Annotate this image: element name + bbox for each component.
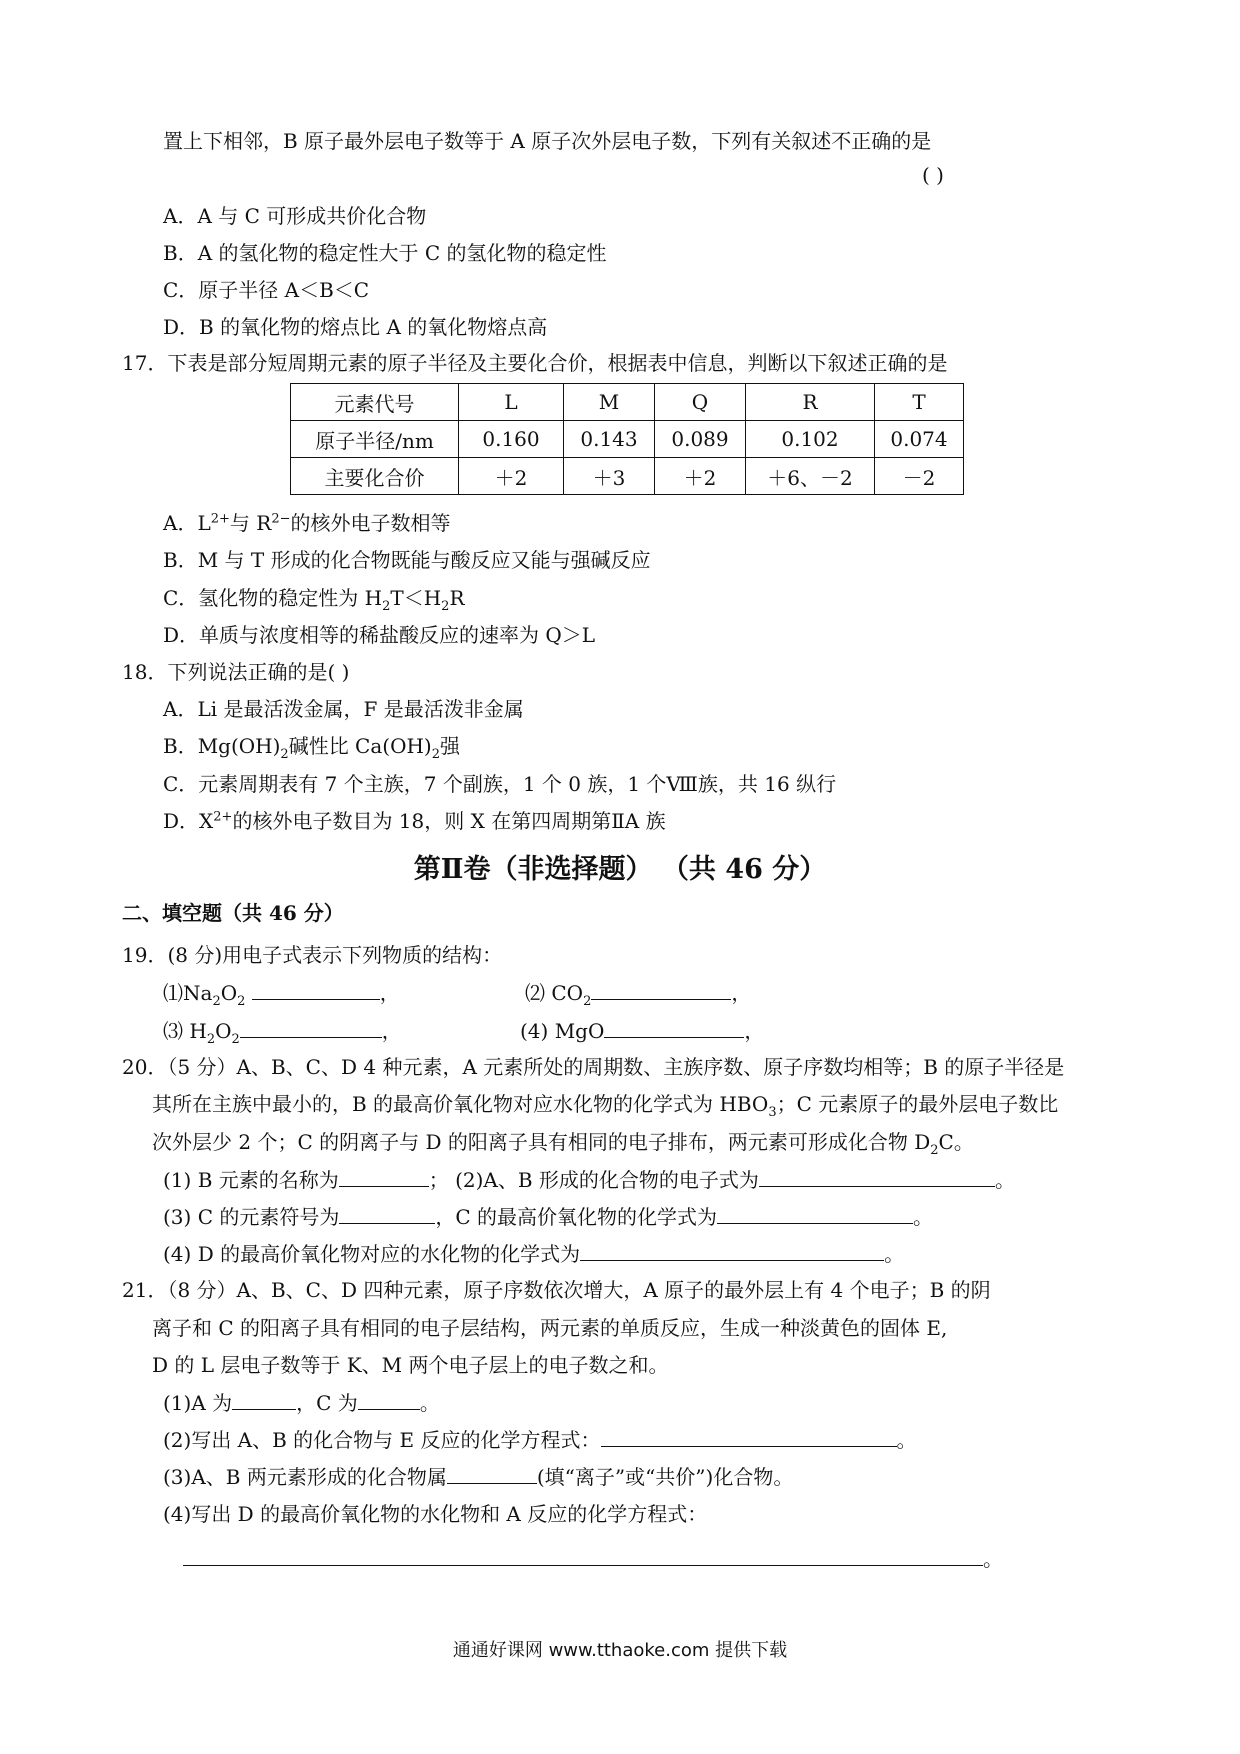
table-cell: ＋2 <box>655 458 746 495</box>
answer-blank[interactable] <box>759 1164 995 1187</box>
q17-stem: 17．下表是部分短周期元素的原子半径及主要化合价，根据表中信息，判断以下叙述正确的是 <box>122 351 948 375</box>
q18-option-a: A．Li 是最活泼金属，F 是最活泼非金属 <box>163 697 524 721</box>
table-cell: 主要化合价 <box>291 458 459 495</box>
q21-line-1: 21．（8 分）A、B、C、D 四种元素，原子序数依次增大，A 原子的最外层上有 4 个电子；B 的阴 <box>122 1278 991 1302</box>
table-cell: ＋3 <box>564 458 655 495</box>
answer-blank[interactable] <box>183 1543 983 1566</box>
answer-blank[interactable] <box>232 1387 296 1410</box>
q20-line-1: 20．（5 分）A、B、C、D 4 种元素，A 元素所处的周期数、主族序数、原子序数均相等；B 的原子半径是 <box>122 1055 1065 1079</box>
q21-line-3: D 的 L 层电子数等于 K、M 两个电子层上的电子数之和。 <box>152 1353 669 1377</box>
table-cell: 0.160 <box>459 421 564 458</box>
element-table <box>290 383 964 495</box>
q20-part-3: (3) C 的元素符号为 ，C 的最高价氧化物的化学式为 。 <box>163 1201 933 1232</box>
q20-part-1-2: (1) B 元素的名称为 ； (2)A、B 形成的化合物的电子式为 。 <box>163 1164 1015 1195</box>
q19-stem: 19．(8 分)用电子式表示下列物质的结构： <box>122 943 503 967</box>
table-row <box>291 384 964 421</box>
answer-blank[interactable] <box>339 1164 429 1187</box>
part2-title: 第Ⅱ卷（非选择题） （共 46 分） <box>413 854 827 885</box>
q17-option-c: C．氢化物的稳定性为 $H_2T<H_2R$ <box>163 586 465 614</box>
page-footer: 通通好课网 www.tthaoke.com 提供下载 <box>452 1640 788 1661</box>
table-cell: 0.089 <box>655 421 746 458</box>
table-cell: 原子半径/nm <box>291 421 459 458</box>
q19-item-3: ⑶ $H_2O_2$ ， <box>163 1015 402 1046</box>
q20-line-3: 次外层少 2 个；C 的阴离子与 D 的阳离子具有相同的电子排布，两元素可形成化合物 $D_2C$。 <box>152 1130 974 1158</box>
q17-option-b: B．M 与 T 形成的化合物既能与酸反应又能与强碱反应 <box>163 548 651 572</box>
q18-option-d: D．$X^{2+}$的核外电子数目为 18，则 X 在第四周期第ⅡA 族 <box>163 809 666 833</box>
q18-option-b: B．$Mg(OH)_2$碱性比 $Ca(OH)_2$强 <box>163 734 461 762</box>
q20-line-2: 其所在主族中最小的，B 的最高价氧化物对应水化物的化学式为 $HBO_3$；C 元素原子的最外层电子数比 <box>152 1092 1059 1120</box>
q19-item-1: $⑴Na_2O_2$ ， <box>163 977 400 1008</box>
q16-option-c: C．原子半径 A＜B＜C <box>163 278 370 302</box>
answer-blank[interactable] <box>339 1201 435 1224</box>
q21-part-3: (3)A、B 两元素形成的化合物属 (填“离子”或“共价”)化合物。 <box>163 1461 793 1492</box>
q18-option-c: C．元素周期表有 7 个主族，7 个副族，1 个 0 族，1 个Ⅷ族，共 16 纵行 <box>163 772 837 796</box>
answer-blank[interactable] <box>240 1015 382 1038</box>
answer-blank[interactable] <box>604 1015 744 1038</box>
q16-option-b: B．A 的氢化物的稳定性大于 C 的氢化物的稳定性 <box>163 241 607 265</box>
table-cell: Q <box>655 384 746 421</box>
q17-option-d: D．单质与浓度相等的稀盐酸反应的速率为 Q＞L <box>163 623 596 647</box>
answer-blank[interactable] <box>601 1424 897 1447</box>
table-cell: L <box>459 384 564 421</box>
q18-stem: 18．下列说法正确的是( ) <box>122 660 350 684</box>
table-cell: 0.143 <box>564 421 655 458</box>
answer-blank[interactable] <box>252 977 380 1000</box>
q16-stem-cont: 置上下相邻，B 原子最外层电子数等于 A 原子次外层电子数，下列有关叙述不正确的是 <box>163 129 932 153</box>
answer-blank[interactable] <box>580 1238 884 1261</box>
table-cell: 0.102 <box>746 421 875 458</box>
q21-part-2: (2)写出 A、B 的化合物与 E 反应的化学方程式： 。 <box>163 1424 917 1455</box>
q16-option-d: D．B 的氧化物的熔点比 A 的氧化物熔点高 <box>163 315 548 339</box>
table-cell: ＋6、－2 <box>746 458 875 495</box>
answer-blank[interactable] <box>447 1461 537 1484</box>
answer-blank[interactable] <box>358 1387 420 1410</box>
table-cell: R <box>746 384 875 421</box>
table-cell: 0.074 <box>875 421 964 458</box>
section-heading: 二、填空题（共 46 分） <box>122 901 344 925</box>
q16-answer-paren: ( ) <box>922 163 944 187</box>
q19-item-2: ⑵ $CO_2$ ， <box>525 977 751 1008</box>
answer-blank[interactable] <box>717 1201 913 1224</box>
table-cell: ＋2 <box>459 458 564 495</box>
q16-option-a: A．A 与 C 可形成共价化合物 <box>163 204 427 228</box>
table-cell: T <box>875 384 964 421</box>
q21-line-2: 离子和 C 的阳离子具有相同的电子层结构，两元素的单质反应，生成一种淡黄色的固体 E, <box>152 1316 948 1340</box>
q21-part-1: (1)A 为 ，C 为 。 <box>163 1387 440 1418</box>
table-cell: M <box>564 384 655 421</box>
table-cell: 元素代号 <box>291 384 459 421</box>
q17-option-a: A．$L^{2+}$与 $R^{2-}$的核外电子数相等 <box>163 511 451 535</box>
q21-part-4-answer: 。 <box>183 1543 1003 1574</box>
q21-part-4: (4)写出 D 的最高价氧化物的水化物和 A 反应的化学方程式： <box>163 1502 708 1526</box>
answer-blank[interactable] <box>591 977 731 1000</box>
table-row <box>291 421 964 458</box>
table-cell: －2 <box>875 458 964 495</box>
q20-part-4: (4) D 的最高价氧化物对应的水化物的化学式为 。 <box>163 1238 904 1269</box>
table-row <box>291 458 964 495</box>
q19-item-4: (4) MgO ， <box>520 1015 764 1046</box>
